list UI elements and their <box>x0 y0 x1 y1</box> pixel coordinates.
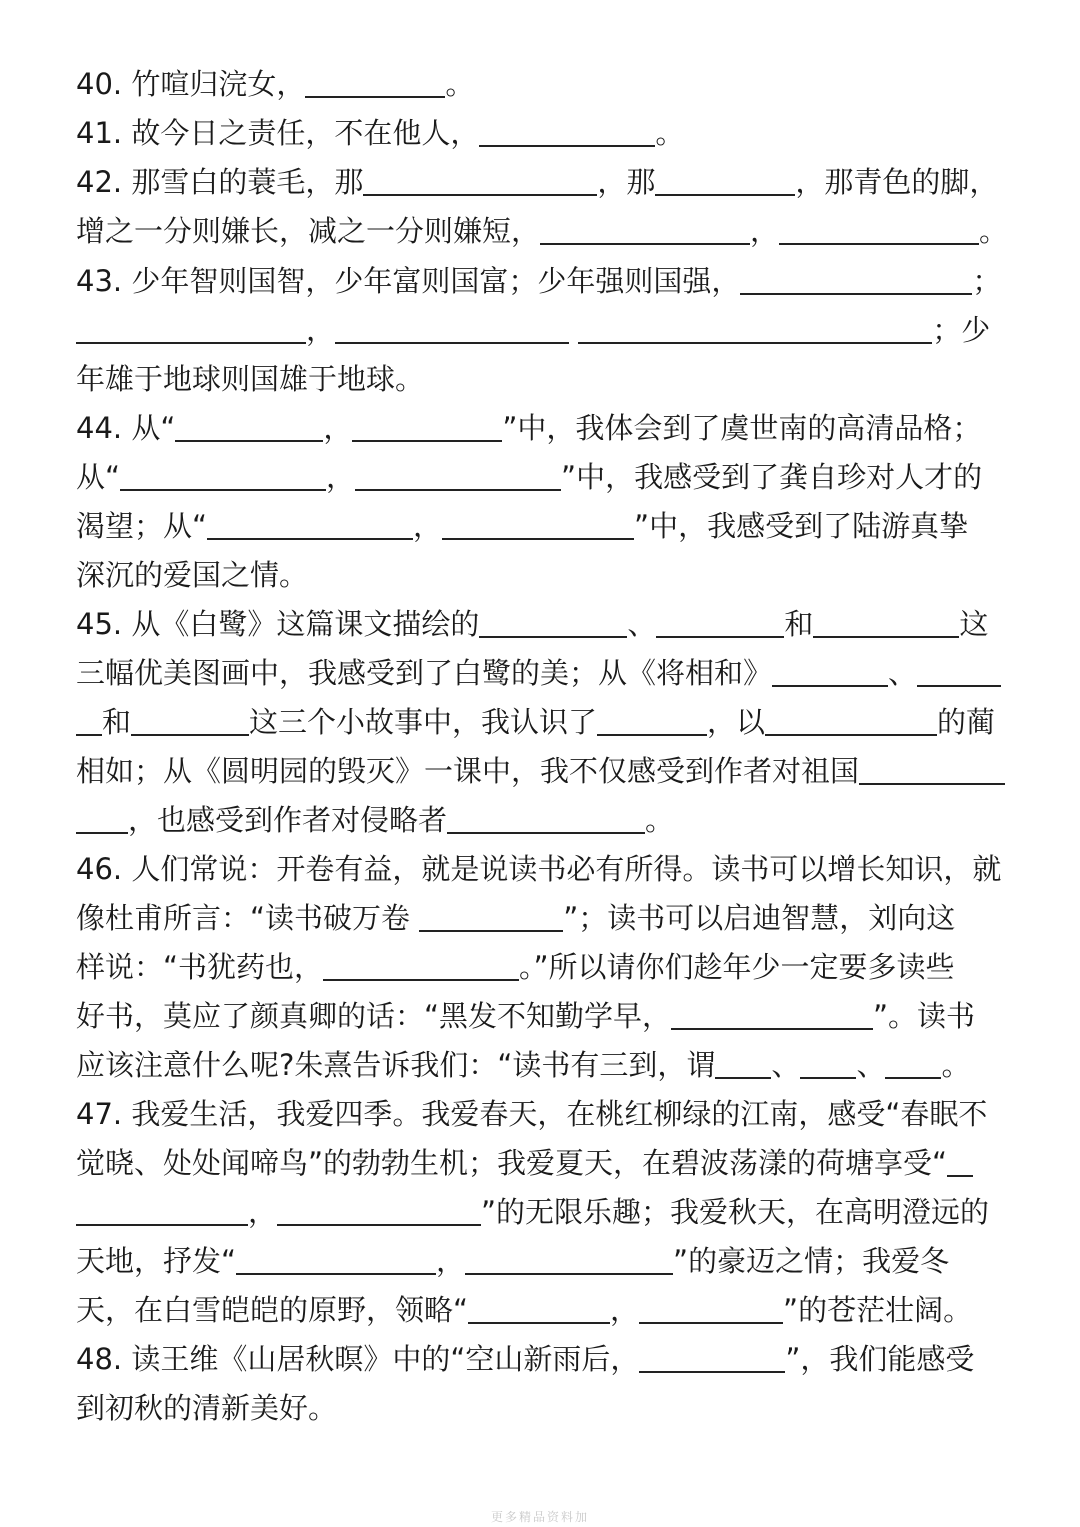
line-text: 年雄于地球则国雄于地球。 <box>76 362 425 396</box>
worksheet-line <box>76 557 1016 593</box>
worksheet-line <box>76 115 1016 151</box>
worksheet-line <box>76 900 1016 936</box>
fill-blank[interactable] <box>859 755 1005 785</box>
line-text: ， <box>413 509 443 543</box>
line-text: 这 <box>959 607 989 641</box>
line-text: ”。读书 <box>873 999 976 1033</box>
fill-blank[interactable] <box>578 314 932 344</box>
line-text: 天，在白雪皑皑的原野，领略“ <box>76 1293 469 1327</box>
line-text: 渴望；从“ <box>76 509 208 543</box>
line-text: 好书，莫应了颜真卿的话：“黑发不知勤学早， <box>76 999 672 1033</box>
line-text: 像杜甫所言：“读书破万卷 <box>76 901 420 935</box>
line-text: ； <box>972 264 1002 298</box>
line-text: ”，我们能感受 <box>785 1342 975 1376</box>
line-text: 。 <box>941 1048 971 1082</box>
line-text: ， <box>306 313 336 347</box>
fill-blank[interactable] <box>236 1245 436 1275</box>
fill-blank[interactable] <box>76 804 128 834</box>
worksheet-line <box>76 1047 1016 1083</box>
line-text: ， <box>323 411 353 445</box>
footer-watermark: 更多精品资料加 <box>490 1510 589 1524</box>
fill-blank[interactable] <box>131 706 249 736</box>
worksheet-line <box>76 1243 1016 1279</box>
fill-blank[interactable] <box>447 804 645 834</box>
worksheet-line <box>76 1390 1016 1426</box>
fill-blank[interactable] <box>479 117 655 147</box>
line-text: 天地，抒发“ <box>76 1244 237 1278</box>
fill-blank[interactable] <box>656 608 784 638</box>
fill-blank[interactable] <box>800 1049 856 1079</box>
line-text: 46. 人们常说：开卷有益，就是说读书必有所得。读书可以增长知识，就 <box>76 852 1002 886</box>
line-text: 。”所以请你们趁年少一定要多读些 <box>519 950 955 984</box>
fill-blank[interactable] <box>277 1196 481 1226</box>
line-text: 样说：“书犹药也， <box>76 950 324 984</box>
fill-blank[interactable] <box>363 166 597 196</box>
worksheet-line <box>76 1145 1016 1181</box>
line-text: 和 <box>102 705 132 739</box>
fill-blank[interactable] <box>76 706 102 736</box>
line-text: 到初秋的清新美好。 <box>76 1391 338 1425</box>
fill-blank[interactable] <box>468 1294 610 1324</box>
fill-blank[interactable] <box>323 951 519 981</box>
worksheet-line <box>76 213 1016 249</box>
fill-blank[interactable] <box>885 1049 941 1079</box>
fill-blank[interactable] <box>947 1147 973 1177</box>
fill-blank[interactable] <box>442 510 634 540</box>
line-text: 42. 那雪白的蓑毛，那 <box>76 165 364 199</box>
fill-blank[interactable] <box>597 706 707 736</box>
fill-blank[interactable] <box>740 265 972 295</box>
worksheet-line <box>76 164 1016 200</box>
line-text: ， <box>436 1244 466 1278</box>
fill-blank[interactable] <box>772 657 888 687</box>
worksheet-line <box>76 1194 1016 1230</box>
worksheet-line <box>76 263 1016 299</box>
line-text: ”中，我感受到了龚自珍对人才的 <box>561 460 983 494</box>
line-text: 48. 读王维《山居秋暝》中的“空山新雨后， <box>76 1342 640 1376</box>
line-text: ”的豪迈之情；我爱冬 <box>673 1244 950 1278</box>
worksheet-line <box>76 704 1016 740</box>
worksheet-line <box>76 312 1016 348</box>
line-text: ， <box>326 460 356 494</box>
fill-blank[interactable] <box>207 510 413 540</box>
fill-blank[interactable] <box>671 1000 873 1030</box>
line-text: 和 <box>784 607 814 641</box>
line-text: ，以 <box>707 705 766 739</box>
line-text: ，也感受到作者对侵略者 <box>128 803 448 837</box>
worksheet-line <box>76 361 1016 397</box>
worksheet-line <box>76 1341 1016 1377</box>
line-text: 44. 从“ <box>76 411 176 445</box>
fill-blank[interactable] <box>479 608 627 638</box>
line-text: 、 <box>888 656 918 690</box>
line-text: 45. 从《白鹭》这篇课文描绘的 <box>76 607 480 641</box>
fill-blank[interactable] <box>76 314 306 344</box>
worksheet-line <box>76 949 1016 985</box>
fill-blank[interactable] <box>305 68 445 98</box>
line-text: 深沉的爱国之情。 <box>76 558 309 592</box>
line-text: ，那 <box>597 165 656 199</box>
fill-blank[interactable] <box>639 1294 783 1324</box>
worksheet-line <box>76 998 1016 1034</box>
line-text: 觉晓、处处闻啼鸟”的勃勃生机；我爱夏天，在碧波荡漾的荷塘享受“ <box>76 1146 948 1180</box>
worksheet-line <box>76 753 1016 789</box>
line-text: ”中，我感受到了陆游真挚 <box>634 509 969 543</box>
worksheet-line <box>76 66 1016 102</box>
worksheet-line <box>76 459 1016 495</box>
line-text: 应该注意什么呢?朱熹告诉我们：“读书有三到，谓 <box>76 1048 716 1082</box>
fill-blank[interactable] <box>120 461 326 491</box>
worksheet-line <box>76 655 1016 691</box>
fill-blank[interactable] <box>813 608 959 638</box>
line-text: 相如；从《圆明园的毁灭》一课中，我不仅感受到作者对祖国 <box>76 754 860 788</box>
fill-blank[interactable] <box>175 412 323 442</box>
fill-blank[interactable] <box>76 1196 248 1226</box>
line-text: 、 <box>771 1048 801 1082</box>
fill-blank[interactable] <box>715 1049 771 1079</box>
line-text: ， <box>610 1293 640 1327</box>
worksheet-line <box>76 606 1016 642</box>
line-text: ，那青色的脚， <box>795 165 999 199</box>
worksheet-line <box>76 851 1016 887</box>
fill-blank[interactable] <box>355 461 561 491</box>
line-text: ”的无限乐趣；我爱秋天，在高明澄远的 <box>481 1195 990 1229</box>
worksheet-line <box>76 802 1016 838</box>
line-text: ；少 <box>932 313 991 347</box>
line-text: 这三个小故事中，我认识了 <box>249 705 598 739</box>
worksheet-line <box>76 410 1016 446</box>
line-text: ， <box>248 1195 278 1229</box>
line-text: 增之一分则嫌长，减之一分则嫌短， <box>76 214 541 248</box>
line-text: ， <box>750 214 780 248</box>
worksheet-line <box>76 1096 1016 1132</box>
fill-blank[interactable] <box>419 902 563 932</box>
line-text: 从“ <box>76 460 121 494</box>
line-text: 三幅优美图画中，我感受到了白鹭的美；从《将相和》 <box>76 656 773 690</box>
line-text: 47. 我爱生活，我爱四季。我爱春天，在桃红柳绿的江南，感受“春眠不 <box>76 1097 988 1131</box>
line-text: 。 <box>445 67 475 101</box>
fill-blank[interactable] <box>335 314 569 344</box>
fill-blank[interactable] <box>639 1343 785 1373</box>
worksheet-line <box>76 1292 1016 1328</box>
line-text: 、 <box>856 1048 886 1082</box>
line-text: 。 <box>979 214 1009 248</box>
fill-blank[interactable] <box>540 215 750 245</box>
line-text <box>569 313 578 347</box>
line-text: 。 <box>655 116 685 150</box>
fill-blank[interactable] <box>655 166 795 196</box>
line-text: ”的苍茫壮阔。 <box>783 1293 973 1327</box>
line-text: 43. 少年智则国智，少年富则国富；少年强则国强， <box>76 264 741 298</box>
fill-blank[interactable] <box>465 1245 673 1275</box>
line-text: 40. 竹喧归浣女， <box>76 67 306 101</box>
fill-blank[interactable] <box>917 657 1001 687</box>
line-text: 的蔺 <box>937 705 996 739</box>
line-text: 。 <box>645 803 675 837</box>
line-text: 41. 故今日之责任，不在他人， <box>76 116 480 150</box>
fill-blank[interactable] <box>779 215 979 245</box>
fill-blank[interactable] <box>352 412 502 442</box>
line-text: ”中，我体会到了虞世南的高清品格； <box>502 411 982 445</box>
fill-blank[interactable] <box>765 706 937 736</box>
line-text: 、 <box>627 607 657 641</box>
line-text: ”；读书可以启迪智慧，刘向这 <box>563 901 956 935</box>
worksheet-line <box>76 508 1016 544</box>
